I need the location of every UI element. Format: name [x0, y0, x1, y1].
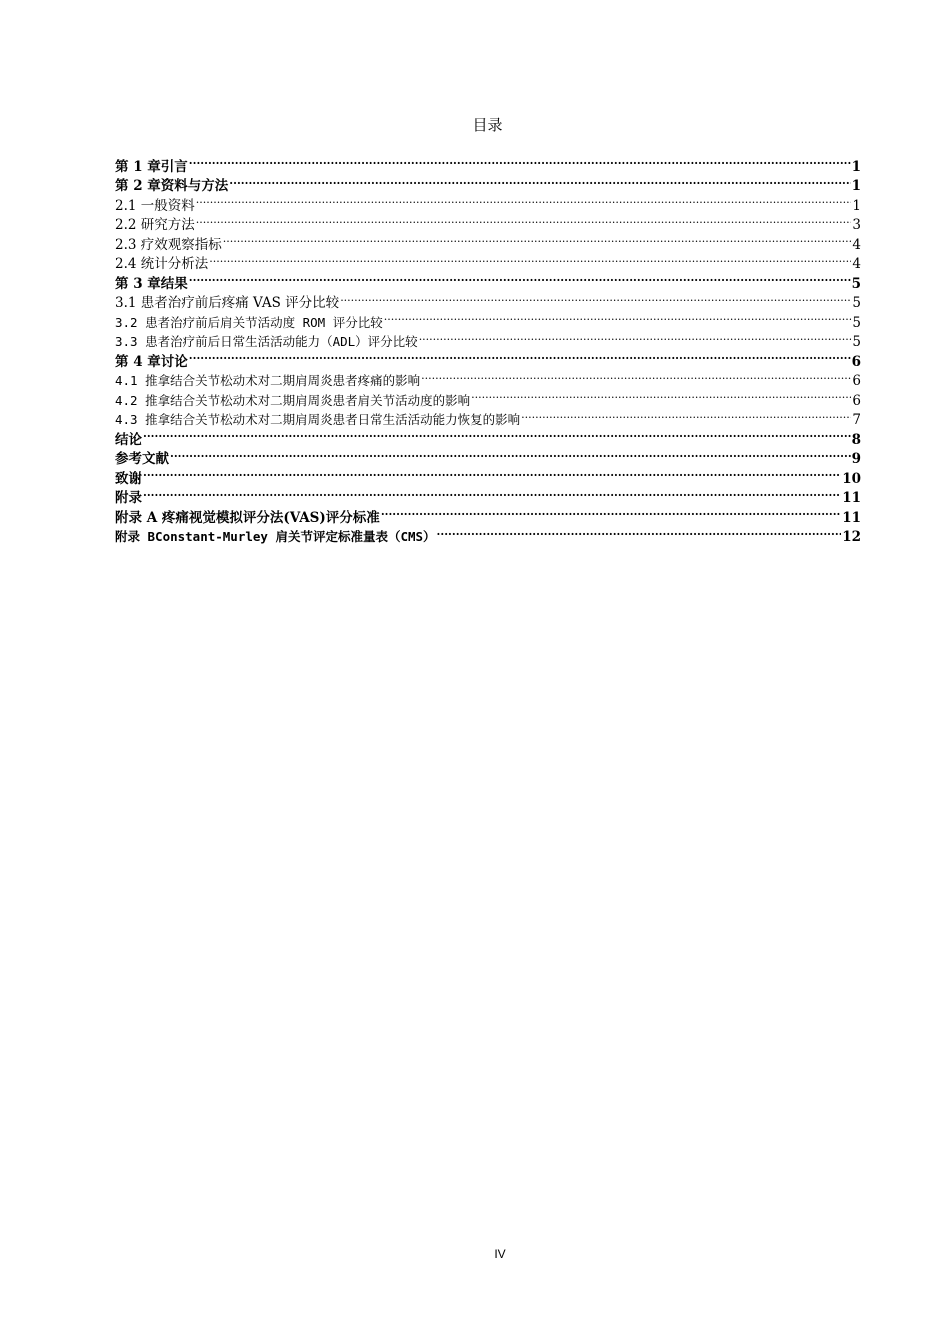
toc-entry[interactable] [115, 463, 861, 487]
toc-entry-title: 4.3 推拿结合关节松动术对二期肩周炎患者日常生活活动能力恢复的影响 [115, 412, 521, 427]
toc-entry-title: 2.4 统计分析法 [115, 256, 209, 272]
toc-entry-page: 7 [852, 412, 861, 428]
toc-entry-title: 3.2 患者治疗前后肩关节活动度 ROM 评分比较 [115, 314, 383, 330]
toc-dot-leader [436, 522, 842, 542]
toc-entry-title: 第 2 章资料与方法 [115, 178, 229, 194]
toc-entry-page: 6 [852, 373, 861, 389]
toc-dot-leader [195, 190, 852, 210]
toc-entry-title: 4.1 推拿结合关节松动术对二期肩周炎患者疼痛的影响 [115, 373, 421, 388]
toc-dot-leader [228, 171, 850, 191]
toc-dot-leader [520, 405, 851, 425]
toc-entry[interactable] [115, 502, 861, 526]
toc-entry-page: 6 [852, 392, 861, 409]
toc-dot-leader [188, 151, 851, 171]
toc-entry-page: 4 [852, 256, 861, 272]
toc-entry-page: 5 [852, 334, 861, 350]
toc-entry-title: 第 3 章结果 [115, 275, 188, 292]
toc-entry-title: 第 4 章讨论 [115, 353, 188, 370]
toc-dot-leader [208, 249, 851, 269]
toc-entry[interactable] [115, 424, 861, 448]
toc-entry-page: 1 [851, 178, 861, 194]
toc-entry[interactable] [115, 366, 861, 389]
toc-entry-title: 3.1 患者治疗前后疼痛 VAS 评分比较 [115, 295, 340, 311]
toc-entry[interactable] [115, 229, 861, 253]
toc-dot-leader [383, 307, 852, 327]
toc-entry-page: 9 [851, 451, 861, 467]
toc-entry-title: 第 1 章引言 [115, 158, 188, 175]
toc-entry-page: 11 [842, 490, 861, 506]
toc-entry-title: 2.3 疗效观察指标 [115, 236, 222, 253]
toc-entry[interactable] [115, 444, 861, 467]
toc-entry-title: 4.2 推拿结合关节松动术对二期肩周炎患者肩关节活动度的影响 [115, 392, 471, 408]
toc-title: 目录 [472, 116, 503, 134]
toc-entry-title: 附录 A 疼痛视觉模拟评分法(VAS)评分标准 [115, 509, 380, 526]
toc-entry-page: 3 [852, 217, 861, 233]
toc-entry[interactable] [115, 346, 861, 370]
toc-entry-page: 8 [851, 431, 861, 448]
toc-entry-title: 参考文献 [115, 451, 169, 467]
toc-entry-title: 2.2 研究方法 [115, 217, 195, 233]
toc-dot-leader [169, 444, 851, 464]
toc-entry-page: 11 [842, 509, 861, 526]
toc-entry-page: 6 [851, 353, 861, 370]
toc-dot-leader [339, 288, 851, 308]
toc-entry-page: 10 [842, 470, 861, 487]
toc-entry-title: 2.1 一般资料 [115, 197, 195, 214]
toc-dot-leader [195, 210, 852, 230]
toc-dot-leader [142, 483, 841, 503]
page-number: IV [494, 1247, 506, 1261]
toc-dot-leader [420, 366, 851, 386]
toc-dot-leader [142, 424, 851, 444]
toc-entry-title: 致谢 [115, 470, 142, 487]
toc-entry[interactable] [115, 483, 861, 506]
toc-entry-page: 1 [852, 197, 861, 214]
toc-dot-leader [142, 463, 841, 483]
toc-dot-leader [222, 229, 852, 249]
toc-entry[interactable] [115, 151, 861, 175]
toc-entry[interactable] [115, 268, 861, 292]
toc-entry-page: 5 [852, 295, 861, 311]
toc-dot-leader [470, 385, 851, 405]
toc-dot-leader [418, 327, 852, 347]
toc-entry-title: 结论 [115, 431, 142, 448]
toc-entry-title: 附录 BConstant-Murley 肩关节评定标准量表（CMS） [115, 529, 436, 544]
toc-entry[interactable] [115, 249, 861, 272]
toc-entry-page: 5 [851, 275, 861, 292]
toc-entry[interactable] [115, 190, 861, 214]
toc-entry-page: 1 [851, 158, 861, 175]
toc-dot-leader [380, 502, 841, 522]
toc-entry-title: 3.3 患者治疗前后日常生活活动能力（ADL）评分比较 [115, 334, 418, 349]
toc-entry-page: 4 [852, 236, 861, 253]
toc-entry-page: 12 [842, 529, 861, 545]
toc-entry-title: 附录 [115, 490, 142, 506]
table-of-contents [115, 151, 861, 545]
toc-entry[interactable] [115, 288, 861, 311]
toc-entry[interactable] [115, 210, 861, 233]
toc-dot-leader [188, 346, 851, 366]
toc-dot-leader [188, 268, 851, 288]
toc-entry[interactable] [115, 171, 861, 194]
toc-entry-page: 5 [852, 314, 861, 331]
